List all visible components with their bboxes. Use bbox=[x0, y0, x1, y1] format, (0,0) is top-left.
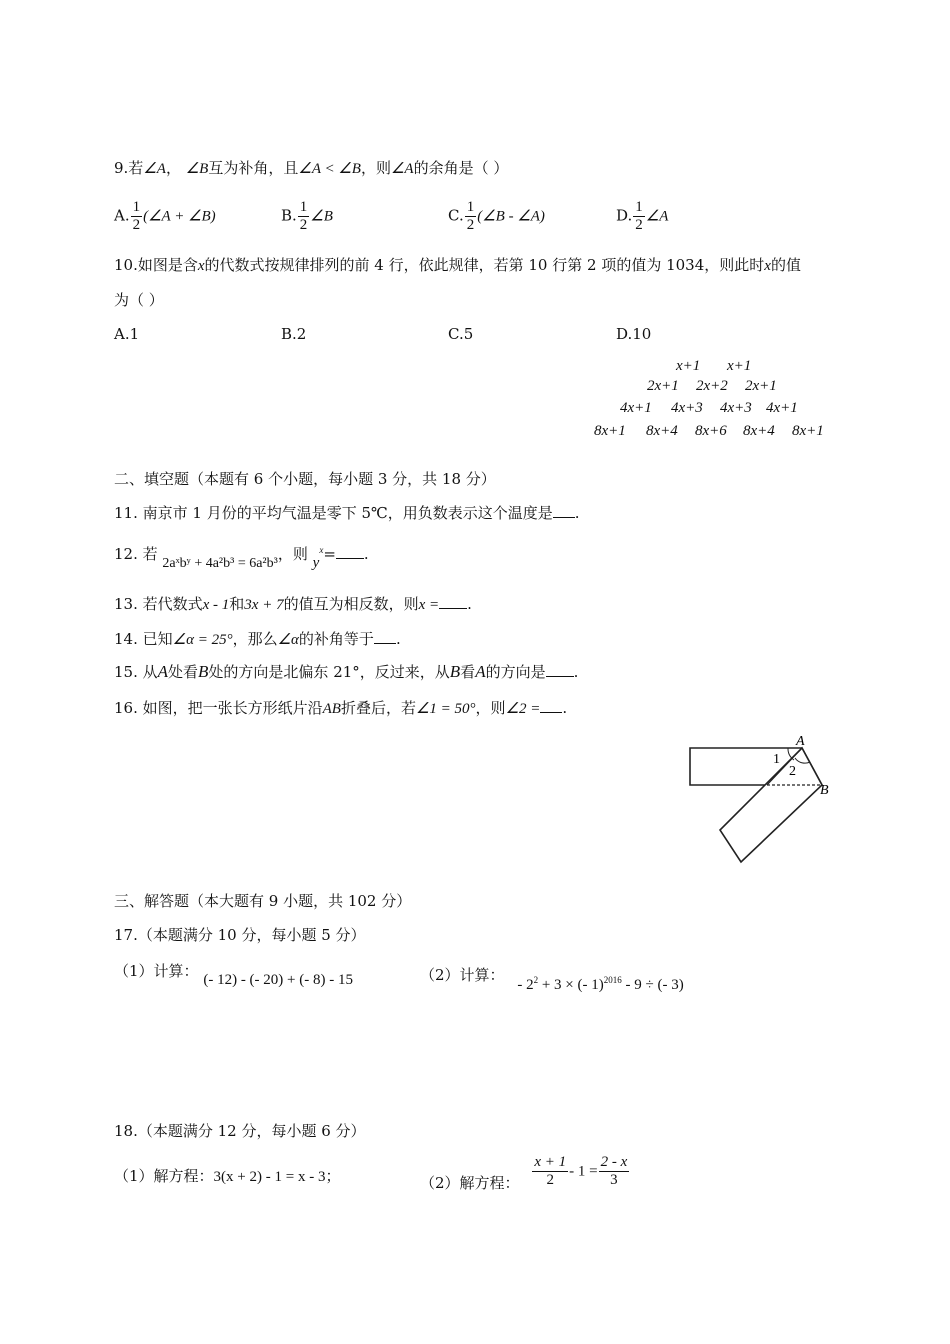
variable-x-2: x bbox=[764, 258, 771, 274]
q9-option-d bbox=[616, 199, 668, 234]
option-letter: A. bbox=[114, 206, 130, 225]
answer-blank[interactable] bbox=[540, 698, 562, 713]
q17-part2-expression bbox=[517, 977, 683, 993]
q15-text-2: 处看 bbox=[168, 663, 199, 681]
exp-2016: 2016 bbox=[603, 975, 622, 985]
q15 bbox=[114, 662, 578, 682]
q14-pre: 14. 已知 bbox=[114, 630, 173, 648]
option-expression: ∠B bbox=[310, 208, 333, 225]
q13-end: . bbox=[467, 595, 472, 613]
fraction-denominator: 3 bbox=[610, 1172, 618, 1188]
tri-r4-c3: 8x+6 bbox=[695, 423, 727, 439]
angle-a: ∠A bbox=[143, 161, 166, 177]
q13-and: 和 bbox=[229, 595, 245, 613]
q10-option-a: A.1 bbox=[114, 325, 140, 343]
section-2-heading: 二、填空题（本题有 6 个小题，每小题 3 分，共 18 分） bbox=[114, 470, 496, 488]
q9-then: ，则 bbox=[360, 159, 391, 177]
tri-r1-c1: x+1 bbox=[676, 358, 701, 374]
q13-x-eq: x = bbox=[418, 597, 440, 613]
q14 bbox=[114, 629, 401, 650]
q13-pre: 13. 若代数式 bbox=[114, 595, 203, 613]
q11-end: . bbox=[574, 504, 580, 522]
q16-mid: 折叠后，若 bbox=[340, 699, 416, 717]
q18-part1-label: （1）解方程： bbox=[114, 1167, 214, 1185]
q14-end: . bbox=[395, 630, 401, 648]
q16-end: . bbox=[562, 699, 568, 717]
angle-b: ∠B bbox=[185, 161, 209, 177]
tri-r4-c5: 8x+1 bbox=[792, 423, 824, 439]
q9-condition: ∠A < ∠B bbox=[298, 161, 361, 177]
q16-angle-2: ∠2 = bbox=[505, 701, 541, 717]
tri-r4-c4: 8x+4 bbox=[743, 423, 775, 439]
fraction-denominator: 2 bbox=[546, 1172, 554, 1188]
q10-stem-line2: 为（ ） bbox=[114, 291, 164, 309]
q15-point-b-2: B bbox=[449, 662, 461, 681]
q18-part2-mid: - 1 = bbox=[569, 1163, 598, 1180]
label-b: B bbox=[820, 783, 829, 798]
fraction-right bbox=[599, 1154, 630, 1189]
q16-angle-1: ∠1 = 50° bbox=[415, 701, 476, 717]
q10-option-c: C.5 bbox=[448, 325, 474, 343]
q9-option-a bbox=[114, 199, 216, 234]
tri-r1-c2: x+1 bbox=[727, 358, 752, 374]
fraction-denominator: 2 bbox=[299, 217, 308, 233]
q18-part2-label: （2）解方程： bbox=[420, 1173, 520, 1192]
option-letter: C. bbox=[448, 206, 464, 225]
q10-stem-line1 bbox=[114, 255, 801, 276]
fraction-denominator: 2 bbox=[635, 217, 643, 233]
answer-blank[interactable] bbox=[374, 629, 396, 644]
q9-option-b bbox=[281, 199, 333, 234]
section-3-heading: 三、解答题（本大题有 9 小题，共 102 分） bbox=[114, 892, 412, 910]
expr-mid: + 3 × (- 1) bbox=[538, 977, 604, 993]
q18-part2 bbox=[420, 1154, 630, 1192]
tri-r3-c3: 4x+3 bbox=[720, 400, 752, 416]
q13-expr-2: 3x + 7 bbox=[244, 597, 284, 613]
answer-blank[interactable] bbox=[336, 544, 364, 559]
q10-option-d: D.10 bbox=[616, 325, 652, 343]
angle-a-2: ∠A bbox=[390, 161, 414, 177]
fraction-numerator: x + 1 bbox=[534, 1154, 567, 1170]
q15-pre: 15. 从 bbox=[114, 663, 158, 681]
fraction-numerator: 2 - x bbox=[600, 1154, 628, 1170]
tri-r4-c1: 8x+1 bbox=[594, 423, 626, 439]
q16-fold-line: AB bbox=[322, 701, 341, 717]
q16-pre: 16. 如图，把一张长方形纸片沿 bbox=[114, 699, 323, 717]
q10-text-3: 的值 bbox=[770, 256, 801, 274]
q9-stem bbox=[114, 158, 508, 179]
q10-text-2: 的代数式按规律排列的前 4 行，依此规律，若第 10 行第 2 项的值为 1034，则此时 bbox=[204, 256, 765, 274]
q16-folded-paper-figure bbox=[685, 730, 845, 870]
paper-folded-strip bbox=[720, 748, 822, 862]
q16-then: ，则 bbox=[475, 699, 506, 717]
q14-tail: 的补角等于 bbox=[298, 630, 374, 648]
fraction-half bbox=[633, 199, 645, 234]
q10-option-b: B.2 bbox=[281, 325, 307, 343]
q11 bbox=[114, 503, 580, 523]
q17-part1-expression: (- 12) - (- 20) + (- 8) - 15 bbox=[203, 972, 353, 988]
q11-text: 11. 南京市 1 月份的平均气温是零下 5℃，用负数表示这个温度是 bbox=[114, 504, 553, 522]
label-2: 2 bbox=[789, 764, 796, 779]
q15-text-5: 的方向是 bbox=[485, 663, 546, 681]
variable-x: x bbox=[197, 258, 205, 274]
q12-y: y bbox=[312, 555, 320, 571]
tri-r4-c2: 8x+4 bbox=[646, 423, 678, 439]
q16 bbox=[114, 698, 567, 719]
q18-part1 bbox=[114, 1166, 340, 1187]
option-letter: B. bbox=[281, 206, 297, 225]
q17-part1-label: （1）计算： bbox=[114, 962, 199, 980]
fraction-numerator: 1 bbox=[635, 199, 643, 215]
tri-r2-c2: 2x+2 bbox=[696, 378, 728, 394]
fraction-numerator: 1 bbox=[132, 199, 141, 215]
q18-part1-end: ； bbox=[325, 1167, 341, 1185]
fraction-half bbox=[131, 199, 143, 234]
fraction-left bbox=[532, 1154, 568, 1189]
q14-angle: ∠α bbox=[277, 632, 299, 648]
q15-point-a: A bbox=[157, 662, 169, 681]
tri-r2-c3: 2x+1 bbox=[745, 378, 777, 394]
tri-r3-c2: 4x+3 bbox=[671, 400, 703, 416]
expr-neg-two: - 2 bbox=[517, 977, 534, 993]
q18-title: 18.（本题满分 12 分，每小题 6 分） bbox=[114, 1122, 366, 1140]
tri-r2-c1: 2x+1 bbox=[647, 378, 679, 394]
answer-blank[interactable] bbox=[439, 594, 467, 609]
fraction-numerator: 1 bbox=[299, 199, 308, 215]
q9-number: 9.若 bbox=[114, 159, 144, 177]
q15-end: . bbox=[573, 663, 579, 681]
q14-expr: ∠α = 25° bbox=[172, 632, 233, 648]
option-expression: ∠A bbox=[645, 208, 669, 225]
label-a: A bbox=[796, 734, 805, 749]
q15-text-3: 处的方向是北偏东 21°，反过来，从 bbox=[208, 663, 450, 681]
option-expression: (∠B - ∠A) bbox=[477, 208, 545, 225]
answer-blank[interactable] bbox=[546, 662, 574, 677]
q17-part2 bbox=[420, 961, 684, 993]
q13-expr-1: x - 1 bbox=[202, 597, 230, 613]
fraction-numerator: 1 bbox=[466, 199, 475, 215]
exp-2: 2 bbox=[533, 975, 539, 985]
q9-comma: ， bbox=[165, 159, 181, 177]
q17-title: 17.（本题满分 10 分，每小题 5 分） bbox=[114, 926, 366, 944]
q12-end: . bbox=[363, 545, 369, 563]
q17-part2-label: （2）计算： bbox=[420, 966, 505, 984]
option-letter: D. bbox=[616, 206, 633, 225]
fraction-half bbox=[298, 199, 310, 234]
fraction-half bbox=[465, 199, 477, 234]
q12-x-exponent: x bbox=[319, 545, 324, 555]
q15-point-a-2: A bbox=[475, 662, 486, 681]
q14-mid: ，那么 bbox=[232, 630, 278, 648]
q9-option-c bbox=[448, 199, 545, 234]
fraction-denominator: 2 bbox=[132, 217, 141, 233]
q13 bbox=[114, 594, 472, 615]
q10-text-1: 10.如图是含 bbox=[114, 256, 198, 274]
tri-r3-c1: 4x+1 bbox=[620, 400, 652, 416]
answer-blank[interactable] bbox=[553, 503, 575, 518]
label-1: 1 bbox=[773, 752, 780, 767]
q15-text-4: 看 bbox=[460, 663, 476, 681]
q9-mid-text: 互为补角，且 bbox=[208, 159, 299, 177]
q12 bbox=[114, 540, 369, 571]
option-expression: (∠A + ∠B) bbox=[143, 208, 216, 225]
q18-part1-equation: 3(x + 2) - 1 = x - 3 bbox=[213, 1169, 326, 1185]
q13-mid: 的值互为相反数，则 bbox=[283, 595, 419, 613]
q15-point-b: B bbox=[198, 662, 209, 681]
q12-then: ，则 bbox=[277, 545, 308, 563]
q9-tail: 的余角是（ ） bbox=[413, 159, 509, 177]
expr-tail: - 9 ÷ (- 3) bbox=[621, 977, 684, 993]
q17-part1 bbox=[114, 961, 353, 988]
q12-expression: 2aˣbʸ + 4a²b³ = 6a²b³ bbox=[162, 556, 278, 571]
q12-eq: = bbox=[323, 545, 336, 563]
tri-r3-c4: 4x+1 bbox=[766, 400, 798, 416]
q12-pre: 12. 若 bbox=[114, 545, 158, 563]
fraction-denominator: 2 bbox=[466, 217, 475, 233]
